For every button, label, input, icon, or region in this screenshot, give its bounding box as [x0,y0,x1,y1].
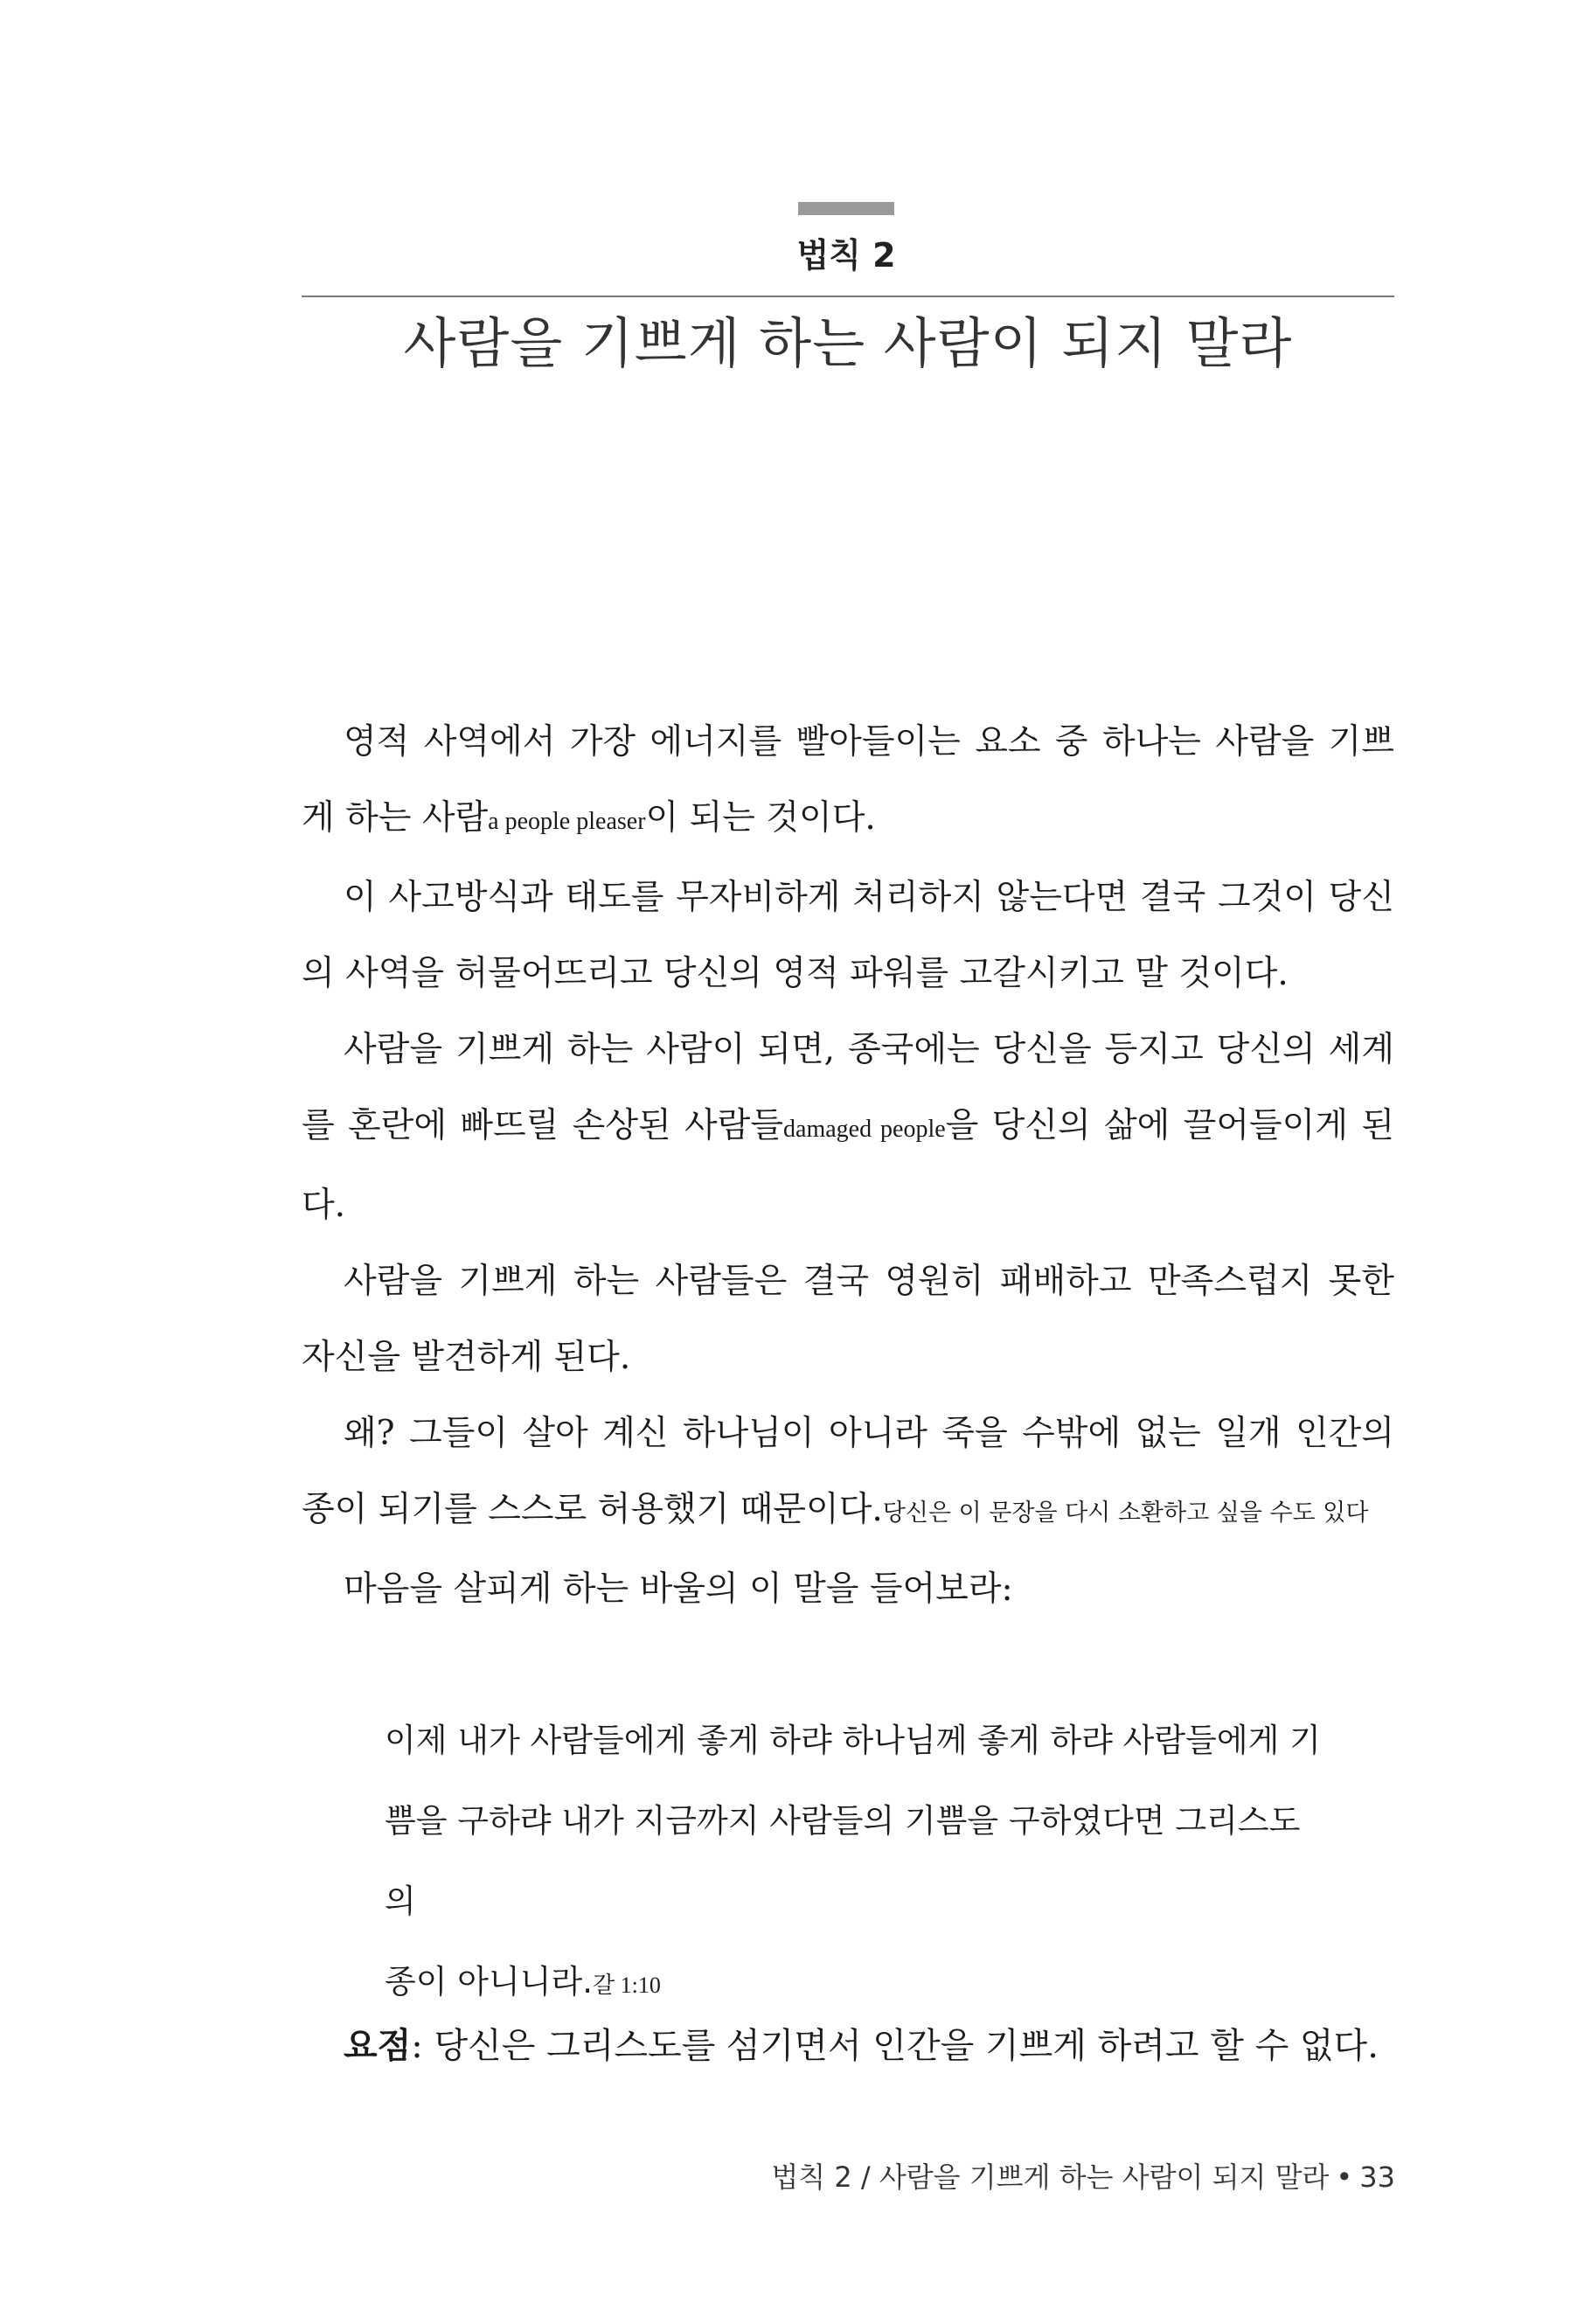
p3-english-gloss: damaged people [783,1116,946,1143]
header-divider [302,296,1394,297]
paragraph-5 [302,1395,1394,1551]
quote-reference: 갈 1:10 [592,1973,661,1998]
chapter-accent-bar [798,202,894,215]
paragraph-4: 사람을 기쁘게 하는 사람들은 결국 영원히 패배하고 만족스럽지 못한 자신을 발견하게 된다. [302,1262,1394,1377]
page-number: 33 [1359,2160,1395,2194]
paragraph-1 [302,704,1394,859]
chapter-title: 사람을 기쁘게 하는 사람이 되지 말라 [403,311,1293,375]
p5-text: 왜? 그들이 살아 계신 하나님이 아니라 죽을 수밖에 없는 일개 인간의 종이 되기를 스스로 허용했기 때문이다. [302,1414,1394,1529]
p1-english-gloss: a people pleaser [488,808,646,835]
chapter-label: 법칙 2 [796,236,896,275]
p5-aside-note: 당신은 이 문장을 다시 소환하고 싶을 수도 있다 [882,1499,1369,1527]
summary-text: 당신은 그리스도를 섬기면서 인간을 기쁘게 하려고 할 수 없다. [422,2026,1379,2066]
paragraph-3 [302,1012,1394,1243]
running-head: 법칙 2 / 사람을 기쁘게 하는 사람이 되지 말라 [771,2160,1330,2194]
quote-line-1: 이제 내가 사람들에게 좋게 하랴 하나님께 좋게 하랴 사람들에게 기 [385,1722,1321,1759]
page-footer [771,2151,1395,2203]
summary-point [344,2011,1401,2081]
quote-line-2: 쁨을 구하랴 내가 지금까지 사람들의 기쁨을 구하였다면 그리스도의 [385,1802,1301,1920]
scripture-quote [385,1701,1329,2026]
summary-label: 요점 [344,2025,412,2066]
p1-text: 영적 사역에서 가장 에너지를 빨아들이는 요소 중 하나는 사람을 기쁘게 하는 사람 [302,722,1394,838]
quote-line-3-text: 종이 아니니라. [385,1963,593,2000]
p1-text-end: 이 되는 것이다. [645,798,876,838]
footer-bullet: • [1336,2160,1353,2194]
paragraph-2: 이 사고방식과 태도를 무자비하게 처리하지 않는다면 결국 그것이 당신의 사역을 허물어뜨리고 당신의 영적 파워를 고갈시키고 말 것이다. [302,878,1394,993]
summary-colon: : [411,2026,423,2066]
body-text [302,704,1394,1627]
p3-text: 사람을 기쁘게 하는 사람이 되면, 종국에는 당신을 등지고 당신의 세계를 혼란에 빠뜨릴 손상된 사람들 [302,1030,1394,1145]
p3-text-end: 을 당신의 삶에 끌어들이게 된다. [302,1106,1394,1225]
paragraph-6: 마음을 살피게 하는 바울의 이 말을 들어보라: [344,1569,1013,1609]
